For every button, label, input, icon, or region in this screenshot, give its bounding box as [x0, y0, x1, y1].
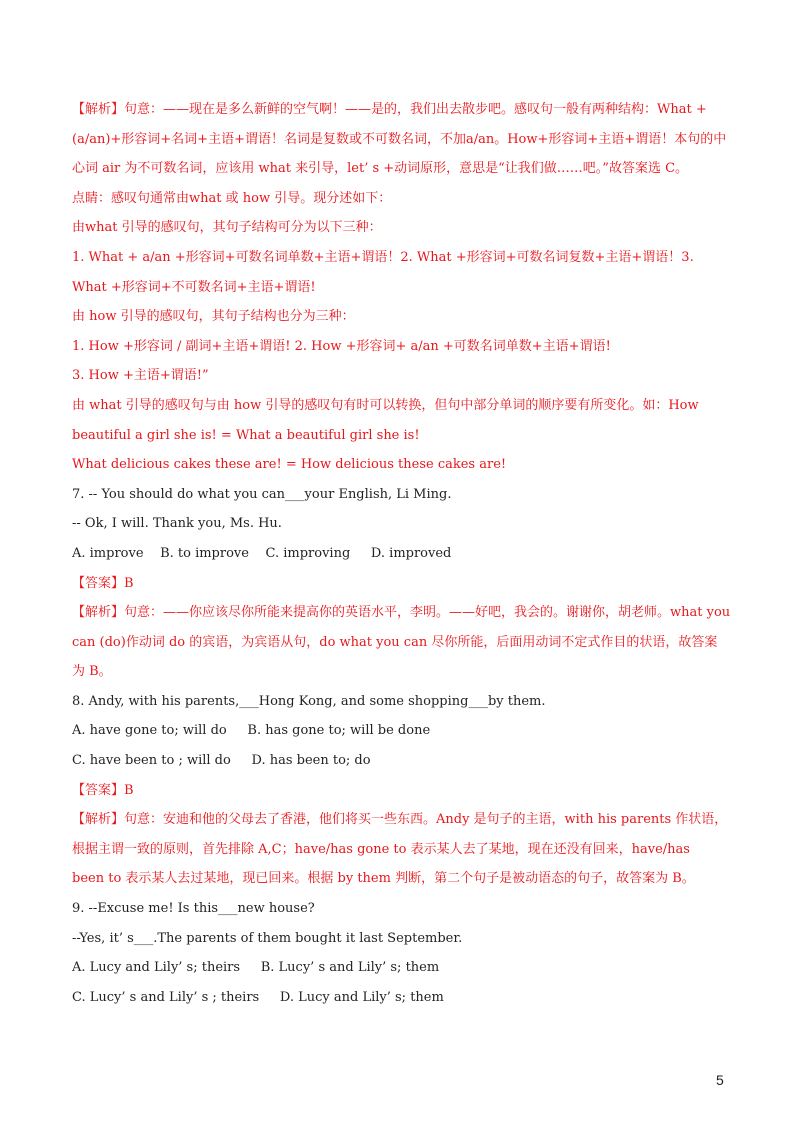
text-line: What +形容词+不可数名词+主语+谓语! — [72, 279, 316, 295]
text-line: C. Lucy’ s and Lily’ s ; theirs D. Lucy and Lily’ s; them — [72, 989, 444, 1005]
text-line: 【解析】句意：安迪和他的父母去了香港，他们将买一些东西。Andy 是句子的主语，with his parents 作状语， — [72, 812, 728, 828]
text-line: 3. How +主语+谓语!” — [72, 368, 209, 384]
text-line: 7. -- You should do what you can___your English, Li Ming. — [72, 486, 452, 502]
text-line: 由 how 引导的感叹句，其句子结构也分为三种： — [72, 309, 355, 325]
text-line: C. have been to ; will do D. has been to; do — [72, 753, 371, 769]
text-line: --Yes, it’ s___.The parents of them bought it last September. — [72, 930, 463, 946]
text-line: 为 B。 — [72, 664, 112, 680]
text-line: -- Ok, I will. Thank you, Ms. Hu. — [72, 516, 282, 532]
text-line: 1. What + a/an +形容词+可数名词单数+主语+谓语！2. What +形容词+可数名词复数+主语+谓语！3. — [72, 249, 694, 265]
text-line: A. have gone to; will do B. has gone to; will be done — [72, 723, 431, 739]
text-line: A. improve B. to improve C. improving D. improved — [72, 545, 452, 561]
text-line: 点睛：感叹句通常由what 或 how 引导。现分述如下： — [72, 190, 392, 206]
text-line: 由what 引导的感叹句，其句子结构可分为以下三种： — [72, 220, 382, 236]
text-line: 【答案】B — [72, 782, 134, 798]
page-content — [72, 95, 732, 1012]
text-line: A. Lucy and Lily’ s; theirs B. Lucy’ s and Lily’ s; them — [72, 960, 440, 976]
text-line: can (do)作动词 do 的宾语，为宾语从句，do what you can 尽你所能，后面用动词不定式作目的状语，故答案 — [72, 634, 718, 650]
text-line: 【解析】句意：——现在是多么新鲜的空气啊！——是的，我们出去散步吧。感叹句一般有两种结构：What + — [72, 102, 707, 117]
page-number: 5 — [716, 1072, 724, 1088]
text-line: 8. Andy, with his parents,___Hong Kong, and some shopping___by them. — [72, 693, 546, 709]
text-line: 心词 air 为不可数名词，应该用 what 来引导，let’ s +动词原形，意思是“让我们做……吧。”故答案选 C。 — [72, 161, 689, 177]
text-line: 【解析】句意：——你应该尽你所能来提高你的英语水平，李明。——好吧，我会的。谢谢你，胡老师。what you — [72, 605, 731, 621]
text-line: 【答案】B — [72, 575, 134, 591]
text-line: 根据主谓一致的原则，首先排除 A,C；have/has gone to 表示某人去了某地，现在还没有回来，have/has — [72, 841, 690, 857]
text-line: 9. --Excuse me! Is this___new house? — [72, 901, 315, 917]
text-line: What delicious cakes these are! = How delicious these cakes are! — [72, 457, 507, 473]
text-line: 由 what 引导的感叹句与由 how 引导的感叹句有时可以转换，但句中部分单词的顺序要有所变化。如：How — [72, 397, 699, 413]
text-line: 1. How +形容词 / 副词+主语+谓语! 2. How +形容词+ a/an +可数名词单数+主语+谓语! — [72, 338, 611, 354]
text-line: (a/an)+形容词+名词+主语+谓语！名词是复数或不可数名词，不加a/an。How+形容词+主语+谓语！本句的中 — [72, 131, 727, 147]
text-line: been to 表示某人去过某地，现已回来。根据 by them 判断，第二个句子是被动语态的句子，故答案为 B。 — [72, 871, 695, 887]
text-line: beautiful a girl she is! = What a beautiful girl she is! — [72, 427, 420, 443]
